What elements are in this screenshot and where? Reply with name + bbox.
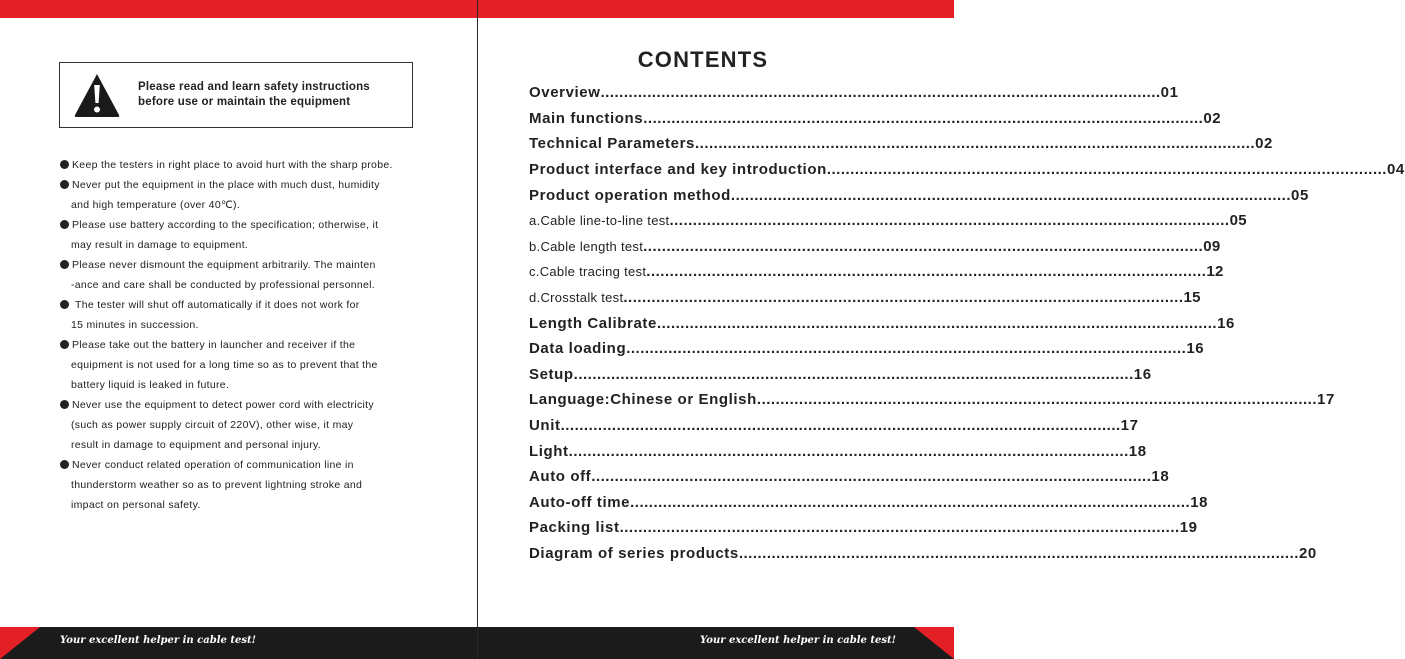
bullet-icon (60, 160, 69, 169)
toc-entry-page: 17 (1120, 417, 1139, 435)
safety-item (60, 155, 445, 175)
toc-entry-label: Language:Chinese or English (529, 391, 757, 409)
toc-entry-page: 16 (1217, 314, 1235, 332)
toc-entry-label: Technical Parameters (529, 135, 695, 153)
safety-instructions-list (60, 155, 445, 515)
toc-entry-page: 16 (1186, 340, 1205, 358)
toc-leader-dots: ........................................................................................................................ (756, 391, 1318, 409)
safety-item-continuation (60, 375, 445, 395)
toc-entry-label: b.Cable length test (529, 238, 644, 254)
toc-entry (529, 336, 1205, 362)
safety-item-continuation (60, 435, 445, 455)
toc-leader-dots: ........................................................................................................................ (591, 468, 1152, 486)
toc-leader-dots: ........................................................................................................................ (568, 442, 1129, 460)
toc-entry-page: 05 (1229, 212, 1247, 230)
toc-entry-label: d.Crosstalk test (529, 290, 624, 306)
toc-entry (529, 182, 1309, 208)
toc-leader-dots: ........................................................................................................................ (694, 135, 1256, 153)
toc-entry-label: Setup (529, 365, 574, 383)
safety-item-continuation (60, 355, 445, 375)
toc-leader-dots: ........................................................................................................................ (600, 84, 1161, 102)
footer-red-wedge (914, 627, 954, 659)
toc-leader-dots: ........................................................................................................................ (619, 519, 1180, 537)
toc-entry (529, 541, 1317, 567)
toc-entry-page: 18 (1190, 493, 1209, 511)
toc-entry-label: Packing list (529, 519, 620, 537)
footer-band-right (478, 627, 954, 659)
safety-item (60, 395, 445, 415)
toc-entry-label: Product operation method (529, 186, 731, 204)
page-gutter (477, 0, 478, 659)
toc-leader-dots: ........................................................................................................................ (656, 314, 1218, 332)
toc-entry (529, 515, 1198, 541)
toc-entry-page: 02 (1255, 135, 1273, 153)
toc-entry-page: 09 (1203, 237, 1221, 255)
toc-entry (529, 208, 1247, 234)
bullet-icon (60, 400, 69, 409)
toc-entry (529, 285, 1201, 311)
toc-leader-dots: ........................................................................................................................ (626, 340, 1187, 358)
toc-entry-label: Diagram of series products (529, 544, 739, 562)
toc-entry-page: 16 (1133, 365, 1152, 383)
safety-item-text: 15 minutes in succession. (71, 319, 199, 331)
bullet-icon (60, 260, 69, 269)
toc-entry-page: 02 (1203, 109, 1222, 127)
safety-item-continuation (60, 315, 445, 335)
bullet-icon (60, 220, 69, 229)
table-of-contents (529, 80, 1405, 566)
safety-item-text: Please never dismount the equipment arbitrarily. The mainten (72, 259, 376, 271)
bullet-icon (60, 180, 69, 189)
safety-item-continuation (60, 495, 445, 515)
toc-leader-dots: ........................................................................................................................ (630, 493, 1191, 511)
toc-entry-page: 15 (1183, 289, 1201, 307)
toc-entry-label: Data loading (529, 340, 627, 358)
toc-entry-page: 12 (1206, 263, 1224, 281)
toc-entry-label: Product interface and key introduction (529, 161, 827, 179)
top-red-band-right (478, 0, 954, 18)
toc-entry (529, 387, 1335, 413)
toc-entry-label: Light (529, 442, 569, 460)
toc-entry-page: 20 (1298, 544, 1317, 562)
toc-entry (529, 80, 1179, 106)
bullet-icon (60, 340, 69, 349)
toc-entry-page: 19 (1179, 519, 1198, 537)
toc-entry-label: a.Cable line-to-line test (529, 213, 670, 229)
toc-entry-label: Length Calibrate (529, 314, 657, 332)
toc-entry (529, 464, 1170, 490)
safety-item-continuation (60, 275, 445, 295)
warning-triangle-icon (73, 72, 121, 118)
toc-entry (529, 413, 1139, 439)
safety-item-continuation (60, 475, 445, 495)
toc-entry (529, 234, 1221, 260)
toc-entry-page: 05 (1291, 186, 1309, 204)
toc-entry (529, 131, 1273, 157)
safety-item-continuation (60, 235, 445, 255)
toc-entry-label: Overview (529, 84, 601, 102)
toc-entry-label: Main functions (529, 109, 644, 127)
safety-warning-box (59, 62, 413, 128)
safety-item-text: result in damage to equipment and personal injury. (71, 439, 322, 451)
toc-entry-label: Auto-off time (529, 493, 631, 511)
toc-leader-dots: ........................................................................................................................ (826, 161, 1387, 179)
safety-item-text: Never conduct related operation of communication line in (72, 459, 354, 471)
safety-item-continuation (60, 195, 445, 215)
safety-item (60, 175, 445, 195)
safety-item-text: -ance and care shall be conducted by professional personnel. (71, 279, 376, 291)
safety-item-text: equipment is not used for a long time so as to prevent that the (71, 359, 378, 371)
safety-item (60, 335, 445, 355)
toc-entry-page: 04 (1386, 161, 1405, 179)
toc-leader-dots: ........................................................................................................................ (643, 109, 1204, 127)
toc-entry (529, 490, 1209, 516)
safety-item-text: and high temperature (over 40℃). (71, 199, 241, 211)
warning-text (138, 80, 370, 110)
toc-entry (529, 157, 1405, 183)
toc-leader-dots: ........................................................................................................................ (738, 544, 1299, 562)
warning-line-2: before use or maintain the equipment (138, 96, 351, 108)
toc-entry (529, 310, 1235, 336)
toc-entry-page: 18 (1128, 442, 1147, 460)
toc-entry-page: 17 (1317, 391, 1335, 409)
safety-item-text: The tester will shut off automatically if it does not work for (72, 299, 360, 311)
toc-entry (529, 362, 1152, 388)
footer-red-wedge (0, 627, 40, 659)
safety-item (60, 215, 445, 235)
toc-entry-label: Unit (529, 417, 561, 435)
toc-leader-dots: ........................................................................................................................ (646, 263, 1207, 281)
safety-item-text: Keep the testers in right place to avoid hurt with the sharp probe. (72, 159, 393, 171)
footer-band-left (0, 627, 477, 659)
safety-item-text: (such as power supply circuit of 220V), other wise, it may (71, 419, 354, 431)
toc-entry (529, 106, 1222, 132)
toc-leader-dots: ........................................................................................................................ (623, 289, 1184, 307)
safety-item-text: may result in damage to equipment. (71, 239, 249, 251)
toc-leader-dots: ........................................................................................................................ (560, 417, 1121, 435)
toc-entry-label: c.Cable tracing test (529, 264, 647, 280)
toc-entry-page: 18 (1151, 468, 1170, 486)
safety-item-text: Never put the equipment in the place with much dust, humidity (72, 179, 380, 191)
footer-tagline: Your excellent helper in cable test! (700, 635, 896, 646)
safety-item-text: Never use the equipment to detect power cord with electricity (72, 399, 374, 411)
safety-item-text: impact on personal safety. (71, 499, 201, 511)
safety-item-text: thunderstorm weather so as to prevent lightning stroke and (71, 479, 363, 491)
bullet-icon (60, 460, 69, 469)
toc-leader-dots: ........................................................................................................................ (730, 186, 1292, 204)
safety-item-continuation (60, 415, 445, 435)
safety-item (60, 455, 445, 475)
toc-entry-page: 01 (1160, 84, 1179, 102)
footer-tagline: Your excellent helper in cable test! (60, 635, 256, 646)
toc-leader-dots: ........................................................................................................................ (573, 365, 1134, 383)
contents-title: CONTENTS (637, 47, 769, 72)
bullet-icon (60, 300, 69, 309)
toc-leader-dots: ........................................................................................................................ (669, 212, 1230, 230)
top-red-band-left (0, 0, 477, 18)
safety-item-text: Please take out the battery in launcher and receiver if the (72, 339, 356, 351)
toc-entry (529, 438, 1147, 464)
safety-item-text: battery liquid is leaked in future. (71, 379, 230, 391)
toc-entry-label: Auto off (529, 468, 592, 486)
safety-item-text: Please use battery according to the specification; otherwise, it (72, 219, 379, 231)
warning-line-1: Please read and learn safety instructions (138, 81, 370, 93)
safety-item (60, 255, 445, 275)
toc-leader-dots: ........................................................................................................................ (643, 237, 1204, 255)
safety-item (60, 295, 445, 315)
toc-entry (529, 259, 1224, 285)
